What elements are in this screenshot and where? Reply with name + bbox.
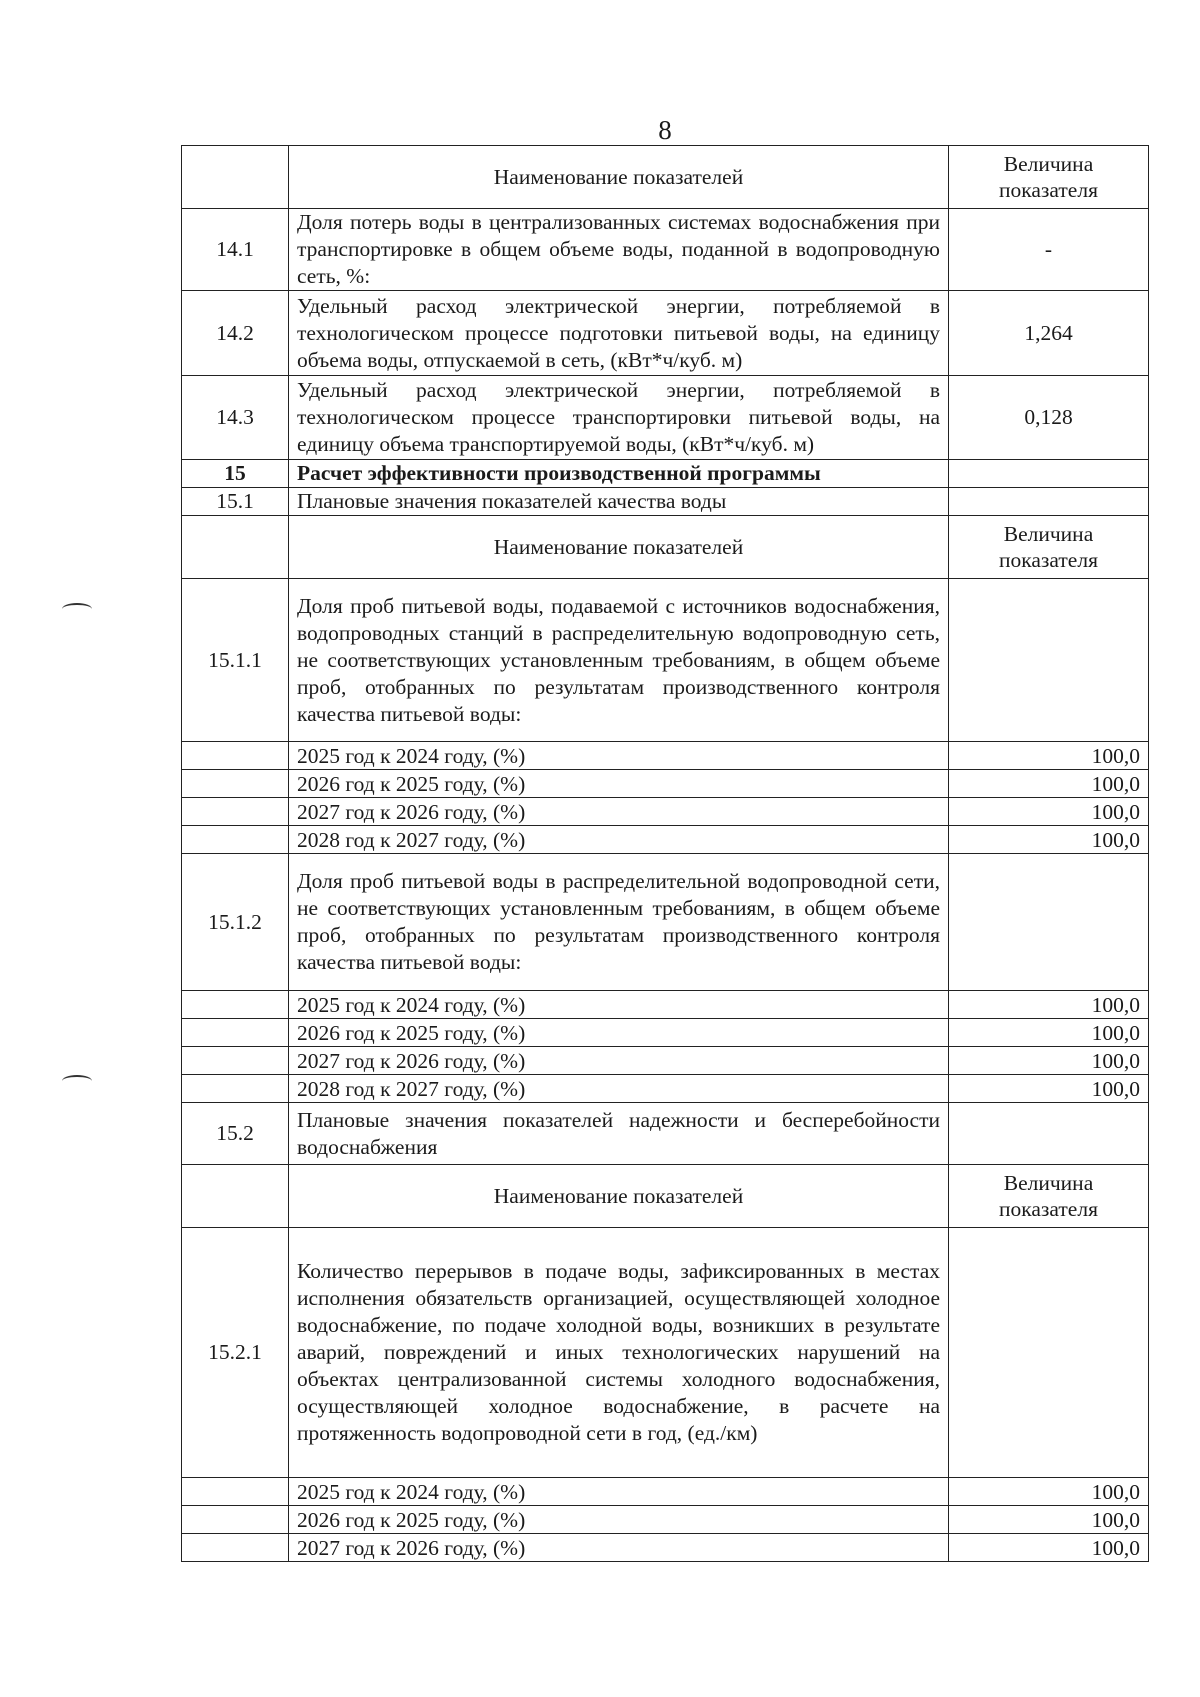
row-value: 0,128 [949,376,1149,460]
row-number: 15.2.1 [182,1228,289,1478]
header-value: Величина показателя [949,1165,1149,1228]
year-row [182,1506,1149,1534]
section-title: Расчет эффективности производственной программы [289,460,949,488]
year-label: 2028 год к 2027 году, (%) [289,826,949,854]
row-number: 15.1.1 [182,579,289,742]
row-number: 14.3 [182,376,289,460]
row-number: 15.1.2 [182,854,289,991]
year-row [182,770,1149,798]
row-name: Доля потерь воды в централизованных системах водоснабжения при транспортировке в общем объеме воды, поданной в водопроводную сеть, %: [289,209,949,291]
table-row [182,854,1149,991]
section-number: 15 [182,460,289,488]
year-row [182,991,1149,1019]
row-value: - [949,209,1149,291]
year-row [182,798,1149,826]
year-row [182,1047,1149,1075]
row-name: Доля проб питьевой воды в распределительной водопроводной сети, не соответствующих установленным требованиям, в общем объеме проб, отобранных по результатам производственного контроля качества питьевой воды: [289,854,949,991]
table-header-row [182,1165,1149,1228]
header-name: Наименование показателей [289,1165,949,1228]
row-number: 15.2 [182,1103,289,1165]
header-value: Величина показателя [949,516,1149,579]
year-value: 100,0 [949,742,1149,770]
subsection-row [182,488,1149,516]
year-value: 100,0 [949,1019,1149,1047]
year-label: 2027 год к 2026 году, (%) [289,1047,949,1075]
row-number: 15.1 [182,488,289,516]
table-row [182,1228,1149,1478]
margin-mark [62,603,92,615]
row-name: Удельный расход электрической энергии, потребляемой в технологическом процессе подготовки питьевой воды, на единицу объема воды, отпускаемой в сеть, (кВт*ч/куб. м) [289,291,949,376]
row-value: 1,264 [949,291,1149,376]
year-row [182,1478,1149,1506]
table-row [182,209,1149,291]
row-number: 14.2 [182,291,289,376]
year-value: 100,0 [949,1075,1149,1103]
table-header-row [182,516,1149,579]
row-name: Плановые значения показателей надежности и бесперебойности водоснабжения [289,1103,949,1165]
year-value: 100,0 [949,1534,1149,1562]
header-name: Наименование показателей [289,516,949,579]
year-value: 100,0 [949,798,1149,826]
year-row [182,826,1149,854]
page-number: 8 [658,115,672,145]
row-name: Плановые значения показателей качества воды [289,488,949,516]
year-label: 2026 год к 2025 году, (%) [289,1019,949,1047]
row-name: Доля проб питьевой воды, подаваемой с источников водоснабжения, водопроводных станций в распределительную водопроводную сеть, не соответствующих установленным требованиям, в общем объеме проб, отобранных по результатам производственного контроля качества питьевой воды: [289,579,949,742]
year-label: 2025 год к 2024 году, (%) [289,991,949,1019]
year-row [182,742,1149,770]
year-value: 100,0 [949,826,1149,854]
table-header-row [182,146,1149,209]
year-label: 2025 год к 2024 году, (%) [289,1478,949,1506]
year-row [182,1075,1149,1103]
year-label: 2026 год к 2025 году, (%) [289,1506,949,1534]
indicators-table [181,145,1149,1562]
header-value: Величина показателя [949,146,1149,209]
year-value: 100,0 [949,991,1149,1019]
year-value: 100,0 [949,1478,1149,1506]
row-number: 14.1 [182,209,289,291]
margin-mark [62,1075,92,1087]
year-value: 100,0 [949,770,1149,798]
year-label: 2025 год к 2024 году, (%) [289,742,949,770]
year-value: 100,0 [949,1506,1149,1534]
section-row [182,460,1149,488]
header-name: Наименование показателей [289,146,949,209]
year-label: 2027 год к 2026 году, (%) [289,798,949,826]
year-row [182,1019,1149,1047]
year-row [182,1534,1149,1562]
row-name: Удельный расход электрической энергии, потребляемой в технологическом процессе транспортировки питьевой воды, на единицу объема транспортируемой воды, (кВт*ч/куб. м) [289,376,949,460]
year-label: 2028 год к 2027 году, (%) [289,1075,949,1103]
table-row [182,376,1149,460]
subsection-row [182,1103,1149,1165]
year-label: 2027 год к 2026 году, (%) [289,1534,949,1562]
table-row [182,291,1149,376]
year-value: 100,0 [949,1047,1149,1075]
row-name: Количество перерывов в подаче воды, зафиксированных в местах исполнения обязательств организацией, осуществляющей холодное водоснабжение, по подаче холодной воды, возникших в результате аварий, повреждений и иных технологических нарушений на объектах централизованной системы холодного водоснабжения, осуществляющей холодное водоснабжение, в расчете на протяженность водопроводной сети в год, (ед./км) [289,1228,949,1478]
table-row [182,579,1149,742]
year-label: 2026 год к 2025 году, (%) [289,770,949,798]
